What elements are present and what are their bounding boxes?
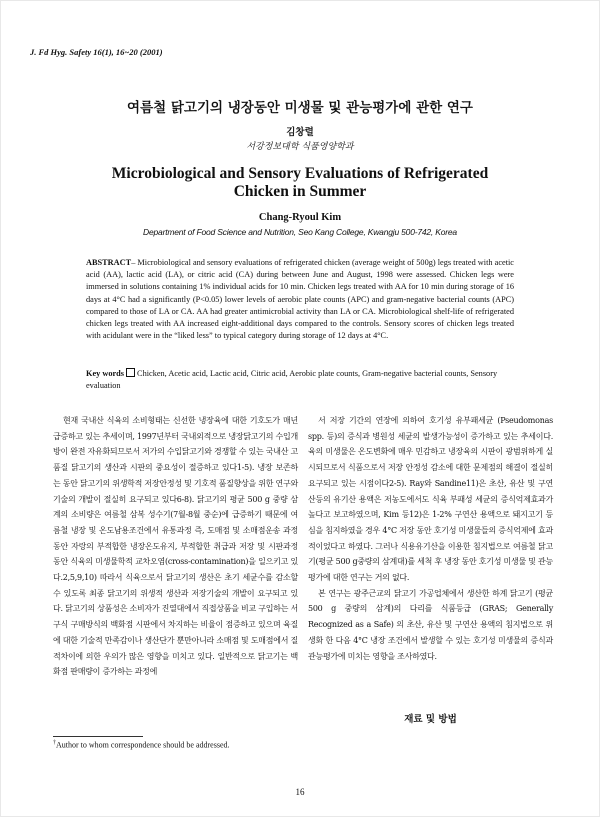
keywords-label: Key words	[86, 369, 125, 378]
footnote-divider	[53, 736, 143, 737]
checkbox-icon	[126, 368, 135, 377]
left-column	[53, 413, 298, 680]
abstract-text: – Microbiological and sensory evaluations of refrigerated chicken (average weight of 500g) legs treated with acetic acid (AA), lactic acid (LA), or citric acid (CA) during between June and August, 1998 were assessed. Chicken legs were immersed in solutions containing 1% individual acids for 10 min. Chicken legs treated with AA for 10 min during storage of 16 days at 4°C had a significantly (P<0.05) lower levels of aerobic plate counts (APC) and gram-negative bacterial counts (APC) compared to those of LA or CA. AA had greater antimicrobial activity than LA or CA. Microbiological shelf-life of refrigerated chicken legs treated with AA increased eight-additional days compared to the controls. Sensory scores of chicken legs treated with acidulant were in the “liked less” to typical category during storage of 12 days at 4°C.	[86, 258, 514, 341]
korean-title: 여름철 닭고기의 냉장동안 미생물 및 관능평가에 관한 연구	[127, 100, 473, 116]
english-affiliation: Department of Food Science and Nutrition, Seo Kang College, Kwangju 500-742, Korea	[143, 227, 457, 237]
footnote-mark: †	[53, 740, 56, 746]
right-paragraph-2: 본 연구는 광주근교의 닭고기 가공업체에서 생산한 하계 닭고기 (평균 500 g 중량의 삼계)의 다리를 식품등급 (GRAS; Generally Recognized as a Safe) 의 초산, 유산 및 구연산 용액의 침지법으로 위생화 한 다음 4°C 냉장 조건에서 발생할 수 있는 호기성 미생물의 증식과 관능평가에 미치는 영향을 조사하였다.	[308, 588, 553, 661]
korean-author: 김창렬	[286, 127, 314, 138]
keywords	[86, 368, 514, 392]
english-author: Chang-Ryoul Kim	[258, 212, 342, 223]
keywords-text: Chicken, Acetic acid, Lactic acid, Citric acid, Aerobic plate counts, Gram-negative bacterial counts, Sensory evaluation	[86, 369, 498, 391]
english-title-line-1: Microbiological and Sensory Evaluations of Refrigerated	[111, 165, 489, 182]
page-number: 16	[295, 787, 305, 797]
journal-reference: J. Fd Hyg. Safety 16(1), 16~20 (2001)	[30, 47, 163, 57]
footnote-text: Author to whom correspondence should be addressed.	[56, 740, 230, 750]
english-title-line-2: Chicken in Summer	[233, 183, 367, 200]
right-paragraph-1: 서 저장 기간의 연장에 의하여 호기성 유부패세균 (Pseudomonas spp. 등)의 증식과 병원성 세균의 발생가능성이 증가하고 있는 추세이다. 육의 미생물은 온도변화에 매우 민감하고 냉장육의 시판이 광범위하게 실시되므로서 식품으로서 저장 안정성 감소에 대한 문제점의 해결이 절실히 요구되고 있는 시점이다2-5). Ray와 Sandine11)은 초산, 유산 및 구연산등의 유기산 용액은 저농도에서도 식육 부패성 세균의 증식억제효과가 높다고 보고하였으며, Kim 등12)은 1-2% 구연산 용액으로 돼지고기 등심을 침지하였을 경우 4°C 저장 동안 호기성 미생물들의 증식억제에 효과적이었다고 하였다. 그러나 식용유기산을 이용한 침지법으로 여름철 닭고기(평균 500 g중량의 삼계대)를 세척 후 냉장 동안 호기성 미생물 및 관능평가에 대한 연구는 거의 없다.	[308, 416, 553, 583]
footnote	[53, 740, 230, 750]
abstract	[86, 257, 514, 342]
korean-affiliation: 서강정보대학 식품영양학과	[246, 142, 354, 152]
english-title	[0, 165, 600, 201]
abstract-label: ABSTRACT	[86, 258, 132, 267]
left-paragraph-1: 현재 국내산 식육의 소비형태는 신선한 냉장육에 대한 기호도가 매년 급증하고 있는 추세이며, 1997년부터 국내외적으로 냉장닭고기의 수입개방이 완전 자유화되므로서 저가의 수입닭고기와 경쟁할 수 있는 국내산 고품질 닭고기의 생산과 시판의 중요성이 절증하고 있다1-5). 냉장 보존하는 동안 닭고기의 위생학적 저장안정성 및 기호적 품질향상을 위한 연구와 기술의 개발이 절실히 요구되고 있다6-8). 닭고기의 평균 500 g 중량 삼계의 소비량은 여름철 삼복 성수기(7월-8월 중순)에 급증하기 때문에 여름철 냉장 및 온도남용조건에서 유통과정 즉, 도매점 및 소매점운송 과정동안 자랑의 부적합한 냉장온도유지, 부적합한 취급과 저장 및 시판과정 동안 식육의 미생물학적 교차오염(cross-contamination)을 일으키고 있다.2,5,9,10) 따라서 식육으로서 닭고기의 생산은 초기 세균수를 감소할 수 있도록 최종 닭고기의 위생적 생산과 저장기술의 개발이 요구되고 있다. 닭고기의 상품성은 소비자가 진열대에서 직접상품을 비교 구입하는 서구식 구매방식의 백화점 시판에서 차지하는 비율이 점증하고 있으며 육질에 대한 기술적 만족감이나 생산단가 뿐만아니라 소매점 및 도매점에서 질적차이에 의한 우의가 많은 영향을 미치고 있다. 일반적으로 닭고기는 백화점 판매량이 증가하는 과정에	[53, 416, 298, 677]
section-heading-materials-methods: 재료 및 방법	[404, 714, 457, 725]
right-column	[308, 413, 553, 664]
